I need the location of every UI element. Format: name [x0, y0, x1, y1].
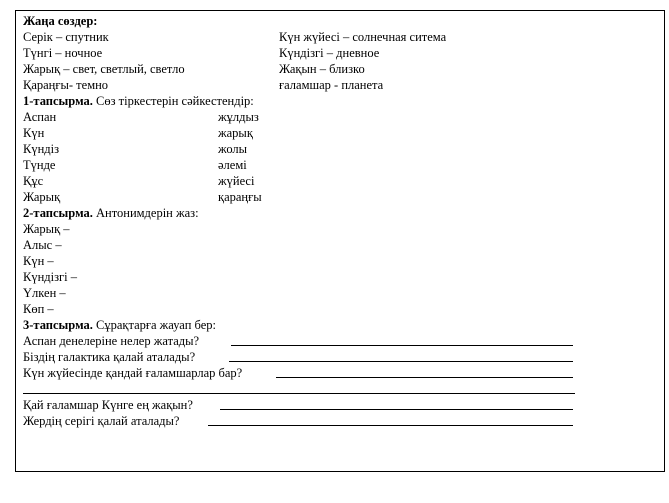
vocab-right-1: Күн жүйесі – солнечная ситема: [279, 30, 447, 44]
task1-right-1: жұлдыз: [218, 110, 259, 124]
task3-question-3: Күн жүйесінде қандай ғаламшарлар бар?: [23, 366, 243, 380]
answer-line-4[interactable]: [220, 409, 573, 410]
task3-question-1: Аспан денелеріне нелер жатады?: [23, 334, 200, 348]
task2-text: Антонимдерін жаз:: [96, 206, 199, 220]
task1-left-1: Аспан: [23, 110, 57, 124]
new-words-heading: Жаңа сөздер:: [23, 14, 98, 28]
task2-title: [23, 205, 199, 221]
vocab-left-3: Жарық – свет, светлый, светло: [23, 62, 185, 76]
answer-line-1[interactable]: [231, 345, 573, 346]
task1-right-4: әлемі: [218, 158, 247, 172]
task2-item-5: Үлкен –: [23, 286, 66, 300]
task1-title: [23, 93, 254, 109]
vocab-left-1: Серік – спутник: [23, 30, 109, 44]
vocab-left-4: Қараңғы- темно: [23, 78, 109, 92]
task2-item-4: Күндізгі –: [23, 270, 78, 284]
answer-line-3b[interactable]: [23, 393, 575, 394]
task1-left-6: Жарық: [23, 190, 61, 204]
task3-question-2: Біздің галактика қалай аталады?: [23, 350, 196, 364]
task1-label: 1-тапсырма.: [23, 94, 93, 108]
task2-item-2: Алыс –: [23, 238, 62, 252]
vocab-right-4: ғаламшар - планета: [279, 78, 384, 92]
task1-left-2: Күн: [23, 126, 45, 140]
task3-title: [23, 317, 216, 333]
task1-text: Сөз тіркестерін сәйкестендір:: [96, 94, 254, 108]
vocab-right-3: Жақын – близко: [279, 62, 365, 76]
task1-left-4: Түнде: [23, 158, 56, 172]
task1-right-3: жолы: [218, 142, 248, 156]
vocab-right-2: Күндізгі – дневное: [279, 46, 380, 60]
answer-line-2[interactable]: [229, 361, 573, 362]
answer-line-5[interactable]: [208, 425, 573, 426]
task3-question-5: Жердің серігі қалай аталады?: [23, 414, 180, 428]
task1-right-6: қараңғы: [218, 190, 262, 204]
task3-label: 3-тапсырма.: [23, 318, 93, 332]
task2-label: 2-тапсырма.: [23, 206, 93, 220]
task1-right-5: жүйесі: [218, 174, 255, 188]
task1-left-3: Күндіз: [23, 142, 60, 156]
task1-right-2: жарық: [218, 126, 253, 140]
task2-item-6: Көп –: [23, 302, 54, 316]
vocab-left-2: Түнгі – ночное: [23, 46, 103, 60]
task2-item-1: Жарық –: [23, 222, 70, 236]
answer-line-3[interactable]: [276, 377, 573, 378]
task2-item-3: Күн –: [23, 254, 54, 268]
task3-question-4: Қай ғаламшар Күнге ең жақын?: [23, 398, 193, 412]
task1-left-5: Құс: [23, 174, 44, 188]
task3-text: Сұрақтарға жауап бер:: [96, 318, 216, 332]
